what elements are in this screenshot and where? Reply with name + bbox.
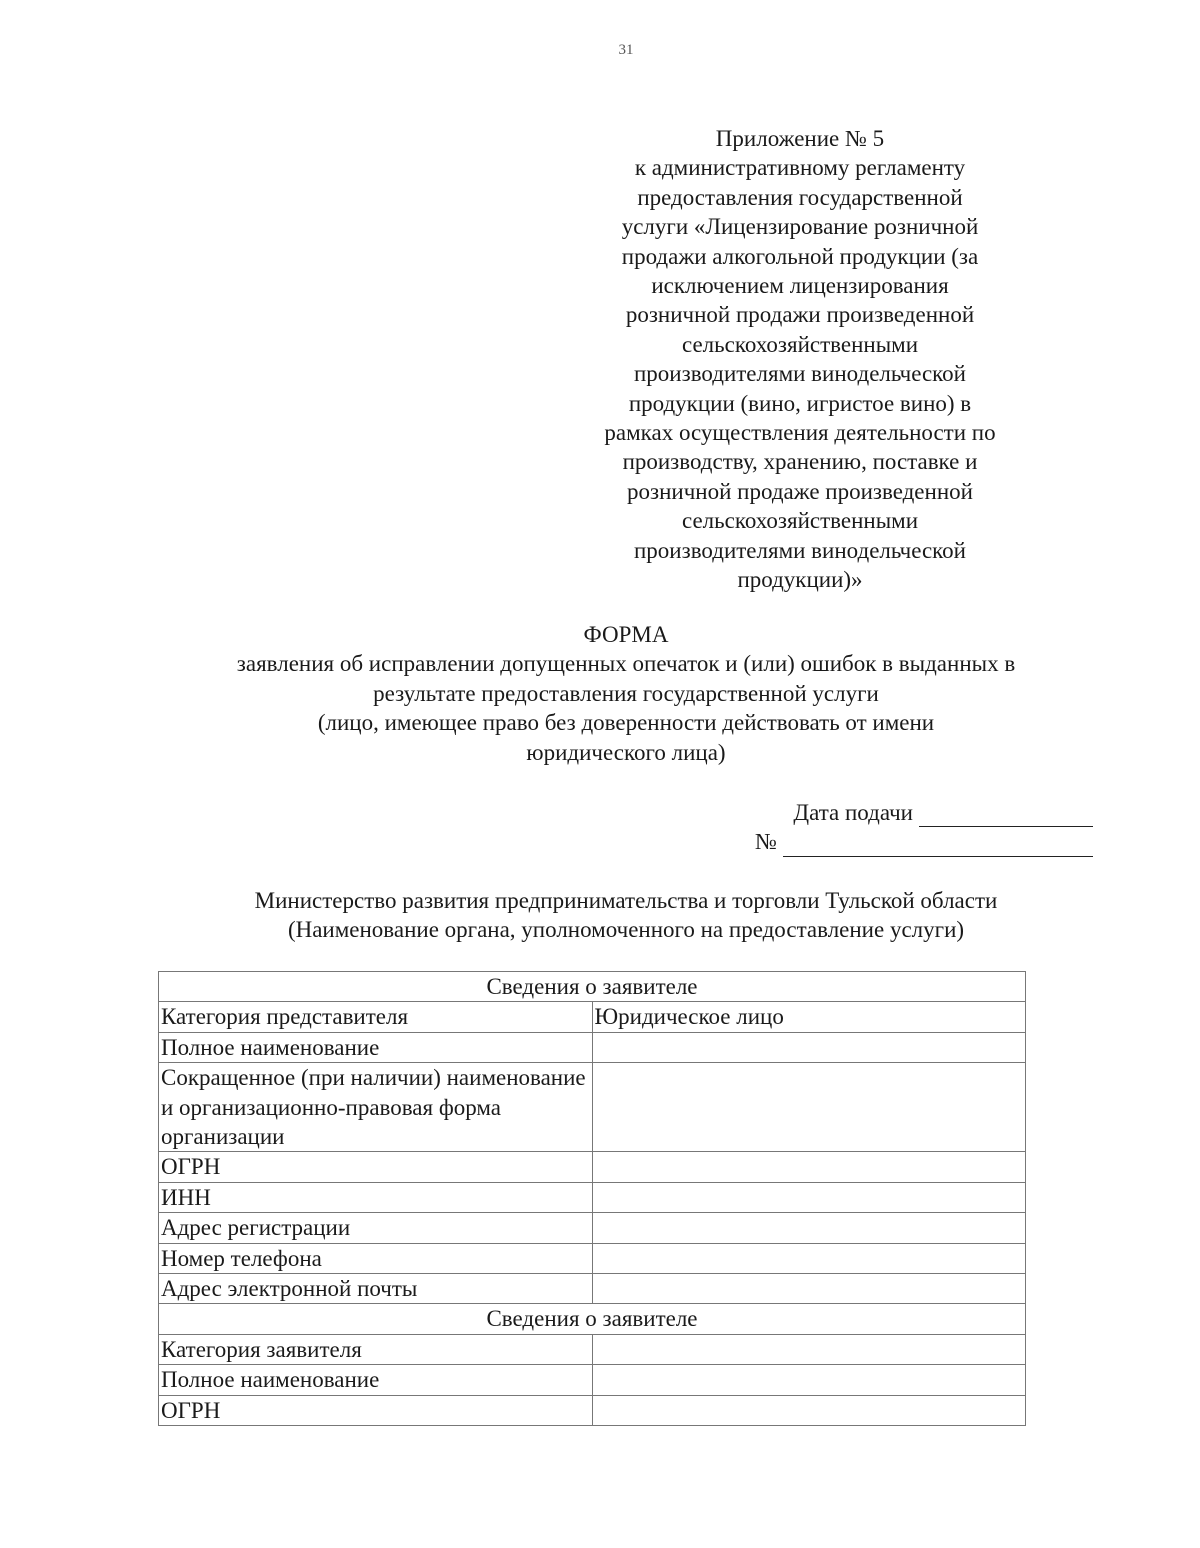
row-value[interactable] — [592, 1365, 1026, 1395]
row-label: ОГРН — [159, 1395, 593, 1425]
row-label: Номер телефона — [159, 1243, 593, 1273]
appendix-line: сельскохозяйственными — [681, 331, 919, 357]
table-row — [159, 1063, 1026, 1152]
form-heading — [100, 620, 1152, 767]
table-section-header — [159, 1304, 1026, 1334]
row-value[interactable] — [592, 1063, 1026, 1152]
appendix-line: производителями винодельческой — [634, 537, 966, 563]
submission-block — [600, 798, 1093, 857]
table-row — [159, 1334, 1026, 1364]
submission-number-row — [600, 827, 1093, 856]
row-value[interactable] — [592, 1152, 1026, 1182]
appendix-line: продукции (вино, игристое вино) в — [628, 390, 972, 416]
row-label: Полное наименование — [159, 1032, 593, 1062]
appendix-line: розничной продаже произведенной — [627, 478, 973, 504]
form-subtitle-line: заявления об исправлении допущенных опечаток и (или) ошибок в выданных в — [236, 651, 1016, 677]
table-row — [159, 1243, 1026, 1273]
appendix-line: исключением лицензирования — [651, 273, 949, 299]
appendix-header — [540, 124, 1060, 595]
row-label: ОГРН — [159, 1152, 593, 1182]
section-title: Сведения о заявителе — [159, 1304, 1026, 1334]
form-title: ФОРМА — [583, 622, 669, 647]
table-row — [159, 1365, 1026, 1395]
table-row — [159, 1274, 1026, 1304]
table-row — [159, 1213, 1026, 1243]
table-row — [159, 1002, 1026, 1032]
row-value[interactable]: Юридическое лицо — [592, 1002, 1026, 1032]
appendix-line: розничной продажи произведенной — [625, 302, 975, 328]
table-row — [159, 1395, 1026, 1425]
submission-date-label: Дата подачи — [793, 800, 913, 825]
table-row — [159, 1032, 1026, 1062]
submission-date-row — [600, 798, 1093, 827]
section-title: Сведения о заявителе — [159, 972, 1026, 1002]
appendix-line: производству, хранению, поставке и — [622, 449, 978, 475]
form-subtitle-line: результате предоставления государственной услуги — [373, 680, 879, 706]
ministry-name: Министерство развития предпринимательства и торговли Тульской области — [254, 888, 998, 913]
row-label: Категория представителя — [159, 1002, 593, 1032]
submission-number-label: № — [755, 829, 777, 855]
appendix-line: предоставления государственной — [637, 184, 963, 210]
appendix-line: сельскохозяйственными — [681, 508, 919, 534]
appendix-line: Приложение № 5 — [715, 126, 885, 151]
appendix-line: рамках осуществления деятельности по — [604, 420, 996, 446]
row-value[interactable] — [592, 1334, 1026, 1364]
form-subtitle-line: юридического лица) — [526, 739, 726, 765]
row-value[interactable] — [592, 1213, 1026, 1243]
table-section-header — [159, 972, 1026, 1002]
appendix-line: услуги «Лицензирование розничной — [621, 214, 979, 240]
table-row — [159, 1152, 1026, 1182]
row-value[interactable] — [592, 1243, 1026, 1273]
ministry-block — [100, 886, 1152, 945]
applicant-table — [158, 971, 1026, 1426]
table-row — [159, 1182, 1026, 1212]
appendix-line: продукции)» — [737, 567, 863, 593]
ministry-caption: (Наименование органа, уполномоченного на предоставление услуги) — [287, 917, 965, 943]
appendix-line: производителями винодельческой — [634, 361, 966, 387]
row-label: ИНН — [159, 1182, 593, 1212]
appendix-line: к административному регламенту — [634, 155, 966, 181]
appendix-line: продажи алкогольной продукции (за — [621, 243, 979, 269]
row-value[interactable] — [592, 1032, 1026, 1062]
submission-date-blank[interactable] — [919, 802, 1093, 827]
row-value[interactable] — [592, 1274, 1026, 1304]
row-label: Категория заявителя — [159, 1334, 593, 1364]
form-subtitle-line: (лицо, имеющее право без доверенности действовать от имени — [317, 710, 935, 736]
row-value[interactable] — [592, 1182, 1026, 1212]
row-label: Адрес электронной почты — [159, 1274, 593, 1304]
row-value[interactable] — [592, 1395, 1026, 1425]
row-label: Сокращенное (при наличии) наименование и организационно-правовая форма организации — [159, 1063, 593, 1152]
row-label: Полное наименование — [159, 1365, 593, 1395]
page-number: 31 — [618, 42, 634, 58]
row-label: Адрес регистрации — [159, 1213, 593, 1243]
submission-number-blank[interactable] — [783, 832, 1093, 857]
